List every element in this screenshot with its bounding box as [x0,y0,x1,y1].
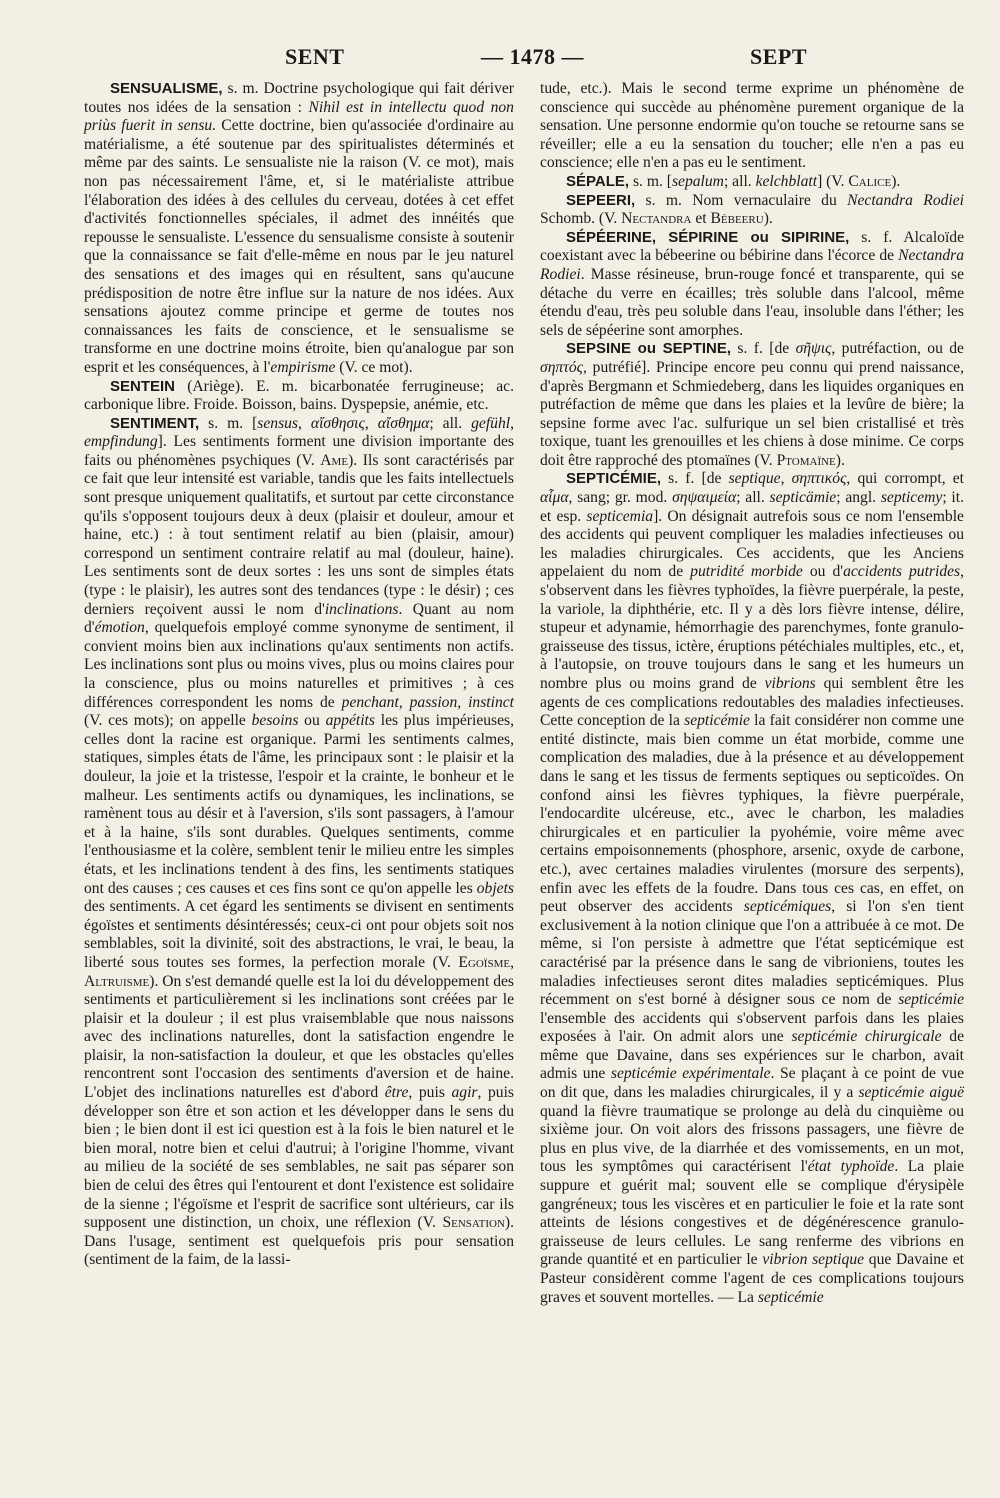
dictionary-entry [84,378,514,415]
dictionary-entry [540,80,964,173]
header-right-guideword: SEPT [750,44,808,69]
dictionary-entry [540,470,964,1307]
header-left-guideword: SENT [285,44,345,69]
running-header [0,0,1000,80]
entry-headword: SEPTICÉMIE, [566,470,662,488]
dictionary-entry [540,229,964,341]
entry-text: tude, etc.). Mais le second terme exprime un phénomène de conscience qui succède au phénomène purement organique de la sensation. Une personne endormie qu'on touche se retourne sans se réveiller; elle a eu la sensation du toucher; elle n'en a pas eu conscience; elle n'en a pas eu le sentiment. [540,80,964,172]
entry-text: s. f. [de septique, σηπτικός, qui corrompt, et αἷμα, sang; gr. mod. σηψαιμεία; all. septicämie; angl. septicemy; it. et esp. septicemia]. On désignait autrefois sous ce nom l'ensemble des accidents qui peuvent compliquer les maladies infectieuses ou les maladies chirurgicales. Ces accidents, que les Anciens appelaient du nom de putridité morbide ou d'accidents putrides, s'observent dans les fièvres typhoïdes, la fièvre puerpérale, la peste, la variole, la diphthérie, etc. Il y a dès lors fièvre intense, délire, stupeur et adynamie, hémorrhagie des parenchymes, fonte granulo-graisseuse des tissus, ictère, éruptions pétéchiales multiples, etc., et, à l'autopsie, on trouve toujours dans le sang et les humeurs un nombre plus ou moins grand de vibrions qui semblent être les agents de ces complications redoutables des maladies infectieuses. Cette conception de la septicémie la fait considérer non comme une entité distincte, mais bien comme un état morbide, comme une complication des maladies, due à la présence et au développement dans le sang et les tissus de ferments septiques ou septicoïdes. On confond ainsi les fièvres typhiques, la fièvre puerpérale, l'endocardite ulcéreuse, etc., avec le charbon, les maladies chirurgicales et en particulier la pyohémie, voire même avec certains empoisonnements (phosphore, arsenic, oxyde de carbone, etc.), avec certaines maladies virulentes (morsure des serpents), enfin avec les effets de la foudre. Dans tous ces cas, en effet, on peut observer des accidents septicémiques, si l'on s'en tient exclusivement à la notion clinique que l'on a attribuée à ce mot. De même, si l'on persiste à admettre que l'état septicémique est caractérisé par la présence dans le sang de vibrioniens, toutes les maladies infectieuses seront dites maladies septicémiques. Plus récemment on s'est borné à désigner sous ce nom de septicémie l'ensemble des accidents qui s'observent parfois dans les plaies exposées à l'air. On admit alors une septicémie chirurgicale de même que Davaine, dans ses expériences sur le charbon, avait admis une septicémie expérimentale. Se plaçant à ce point de vue on dit que, dans les maladies chirurgicales, il y a septicémie aiguë quand la fièvre traumatique se prolonge au delà du cinquième ou sixième jour. On voit alors des frissons passagers, une fièvre de plus en plus vive, de la diarrhée et des vomissements, en un mot, tous les symptômes qui caractérisent l'état typhoïde. La plaie suppure et guérit mal; souvent elle se complique d'érysipèle gangréneux; tous les viscères et en particulier le foie et la rate sont atteints de lésions congestives et de dégénérescence granulo-graisseuse de leurs cellules. Le sang renferme des vibrions en grande quantité et en particulier le vibrion septique que Davaine et Pasteur considèrent comme l'agent de ces complications toujours graves et souvent mortelles. — La septicémie [540,470,965,1306]
entry-headword: SÉPÉERINE, SÉPIRINE ou SIPIRINE, [566,228,850,246]
entry-headword: SEPSINE ou SEPTINE, [566,340,732,358]
entry-headword: SENTEIN [110,377,176,395]
entry-text: s. m. Doctrine psychologique qui fait dériver toutes nos idées de la sensation : Nihil est in intellectu quod non priùs fuerit in sensu. Cette doctrine, bien qu'associée d'ordinaire au matérialisme, a été soutenue par des spiritualistes déterminés et même par des saints. Le sensualiste nie la raison (V. ce mot), mais non pas nécessairement l'âme, et, si le matérialiste attribue l'élaboration des idées à des cellules du cerveau, dotées à cet effet d'activités fonctionnelles spéciales, il admet des innéités que repousse le sensualiste. L'essence du sensualisme consiste à soutenir que la connaissance se fait d'elle-même en nous par le jeu naturel des sensations et des images qui en résultent, sans qu'aucune prédisposition de notre être influe sur la nature de nos idées. Aux sensations ajoutez comme principe et germe de toutes nos connaissances les faits de conscience, et le sensualisme se transforme en une doctrine moins étroite, bien qu'analogue par son esprit et les conséquences, à l'empirisme (V. ce mot). [84,80,514,376]
entry-text: s. m. [sepalum; all. kelchblatt] (V. Calice). [629,172,901,190]
entry-headword: SEPEERI, [566,191,636,209]
entry-text: s. f. [de σῆψις, putréfaction, ou de σηπτός, putréfié]. Principe encore peu connu qui prend naissance, d'après Bergmann et Schmiedeberg, dans les liquides organiques en putréfaction de même que dans les plaies et la levûre de bière; la sepsine forme avec l'ac. sulfurique un sel bien cristallisé et très toxique, tuant les grenouilles et les chiens à dose minime. Ce corps doit être rapproché des ptomaïnes (V. Ptomaïne). [540,340,964,469]
entry-text: s. m. Nom vernaculaire du Nectandra Rodiei Schomb. (V. Nectandra et Bébeeru). [540,191,964,228]
dictionary-entry [84,80,514,378]
entry-text: (Ariège). E. m. bicarbonatée ferrugineuse; ac. carbonique libre. Froide. Boisson, bains. Dyspepsie, anémie, etc. [84,377,514,414]
entry-headword: SENTIMENT, [110,414,200,432]
dictionary-entry [540,192,964,229]
left-column [84,80,514,1270]
dictionary-entry [540,340,964,470]
entry-headword: SENSUALISME, [110,80,223,97]
page-number: — 1478 — [481,44,584,69]
dictionary-entry [540,173,964,192]
right-column [540,80,964,1307]
entry-headword: SÉPALE, [566,172,630,190]
entry-text: s. m. [sensus, αἴσθησις, αἴσθημα; all. gefühl, empfindung]. Les sentiments forment une division importante des faits ou phénomènes psychiques (V. Ame). Ils sont caractérisés par ce fait que leur intensité est variable, tandis que les faits intellectuels sont presque uniquement qualitatifs, et surtout par cette circonstance qu'ils s'opposent toujours deux à deux (plaisir et douleur, amour et haine, etc.) : à tout sentiment relatif au bien (plaisir, amour) correspond un sentiment contraire relatif au mal (douleur, haine). Les sentiments sont de deux sortes : les uns sont de simples états (type : le plaisir), les autres sont des tendances (type : le désir) ; ces derniers reçoivent aussi le nom d'inclinations. Quant au nom d'émotion, quelquefois employé comme synonyme de sentiment, il convient moins bien aux inclinations qu'aux sentiments non actifs. Les inclinations sont plus ou moins vives, plus ou moins claires pour la conscience, plus ou moins naturelles et primitives ; à ces différences correspondent les noms de penchant, passion, instinct (V. ces mots); on appelle besoins ou appétits les plus impérieuses, celles dont la racine est organique. Parmi les sentiments calmes, statiques, simples états de l'âme, les principaux sont : le plaisir et la douleur, la joie et la tristesse, l'espoir et la crainte, le bonheur et le malheur. Les sentiments actifs ou dynamiques, les inclinations, se ramènent tous au désir et à l'aversion, s'ils sont passagers, à l'amour et à la haine, s'ils sont durables. Quelques sentiments, comme l'enthousiasme et la colère, semblent tenir le milieu entre les simples états, et les inclinations tendent à des fins, les sentiments statiques ont des causes ; ces causes et ces fins sont ce qu'on appelle les objets des sentiments. A cet égard les sentiments se divisent en sentiments égoïstes et sentiments désintéressés; ceux-ci ont pour objets soit nos semblables, soit la divinité, soit des abstractions, le vrai, le beau, la liberté sous toutes ses formes, la perfection morale (V. Egoïsme, Altruisme). On s'est demandé quelle est la loi du développement des sentiments et particulièrement si les inclinations sont créées par le plaisir et la douleur ; il est plus vraisemblable que nous naissons avec des inclinations naturelles, dont la satisfaction engendre le plaisir, la non-satisfaction la douleur, et que les obstacles qu'elles rencontrent sont l'occasion des sentiments d'aversion et de haine. L'objet des inclinations naturelles est d'abord être, puis agir, puis développer son être et son action et les développer dans le sens du bien ; le bien dont il est ici question est à la fois le bien naturel et le bien moral, notre bien et celui d'autrui; à l'origine l'homme, vivant au milieu de la société de ses semblables, ne sait pas séparer son bien de celui des êtres qui l'entourent et dont l'existence est solidaire de la sienne ; l'égoïsme et l'esprit de sacrifice sont ultérieurs, car ils supposent une distinction, un choix, une réflexion (V. Sensation). Dans l'usage, sentiment est quelquefois pris pour sensation (sentiment de la faim, de la lassi- [84,414,515,1269]
dictionary-entry [84,415,514,1270]
entry-text: s. f. Alcaloïde coexistant avec la bébeerine ou bébirine dans l'écorce de Nectandra Rodiei. Masse résineuse, brun-rouge foncé et transparente, qui se détache du verre en écailles; très soluble dans l'alcool, même étendu d'eau, très peu soluble dans l'eau, insoluble dans l'éther; les sels de sépéerine sont amorphes. [540,228,964,339]
